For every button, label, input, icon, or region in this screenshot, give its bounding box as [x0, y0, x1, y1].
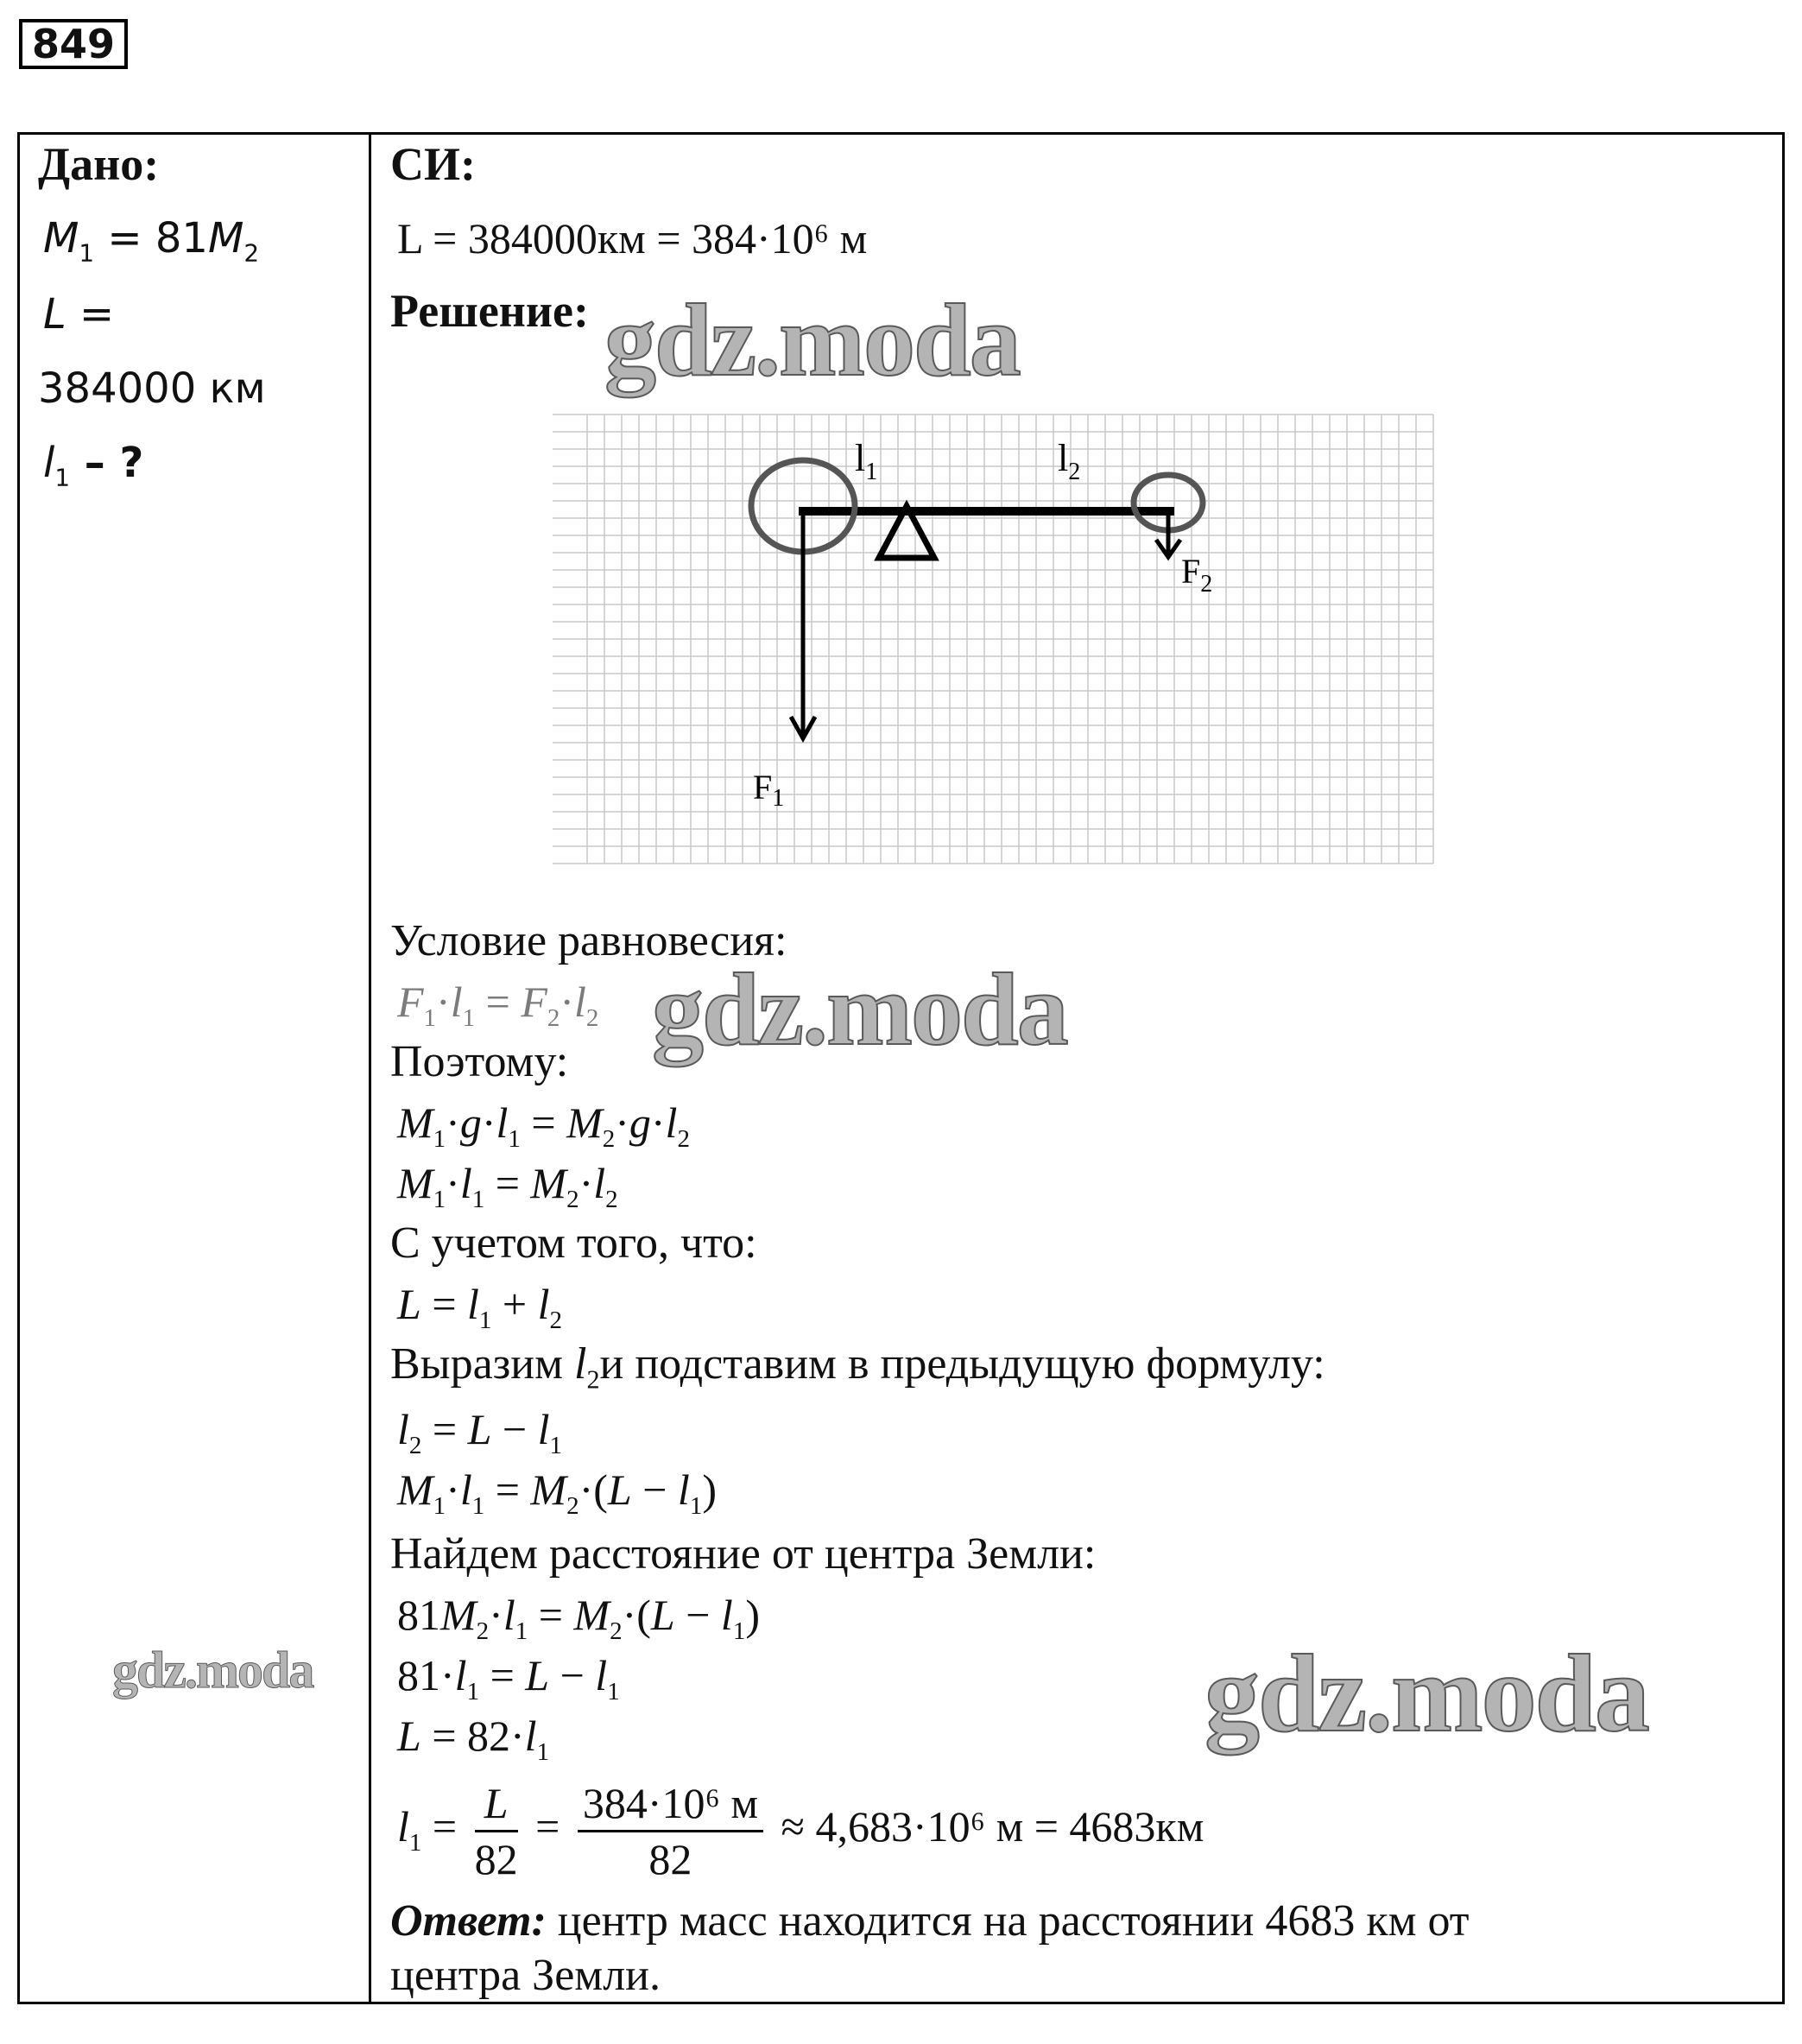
lever-diagram	[553, 406, 1442, 889]
given-distance-value: 384000 км	[38, 364, 266, 413]
si-conversion: L = 384000км = 384·10⁶ м	[397, 214, 868, 263]
mass-arm-equation: $M_1\cdot l_1 = M_2\cdot l_2$	[397, 1159, 618, 1213]
watermark-top: gdz.moda	[604, 282, 1020, 397]
l2-expression: $l_2 = L - l_1$	[397, 1405, 563, 1459]
given-that-label: С учетом того, что:	[390, 1218, 757, 1268]
problem-number: 849	[19, 19, 128, 69]
answer-line: Ответ: центр масс находится на расстоянии 4683 км от	[390, 1896, 1470, 1946]
fraction-value-over-82: $\frac{\text{384·10⁶ м}}{82}$	[578, 1776, 763, 1886]
length-sum-equation: $L = l_1 + l_2$	[397, 1280, 563, 1334]
find-distance-label: Найдем расстояние от центра Земли:	[390, 1529, 1097, 1579]
fraction-l-over-82: $\frac{L}{82}$	[475, 1776, 518, 1886]
given-header: Дано:	[38, 138, 160, 190]
column-divider	[369, 132, 371, 2004]
solution-header: Решение:	[390, 285, 589, 337]
moment-equation: $M_1\cdot g\cdot l_1 = M_2\cdot g\cdot l_2$	[397, 1098, 690, 1153]
label-f1: $F_1$	[753, 768, 785, 812]
label-l1: $l_1$	[855, 437, 878, 485]
grid-paper	[553, 414, 1433, 864]
answer-line-2: центра Земли.	[390, 1951, 661, 2000]
equation-82l1: $L = 82\cdot l_1$	[397, 1712, 550, 1766]
express-l2-line: Выразим $l_2и$ подставим в предыдущую формулу:	[390, 1339, 1325, 1395]
given-mass-relation: $M_1 = 81M_2$	[43, 214, 260, 268]
therefore-label: Поэтому:	[390, 1037, 569, 1086]
equation-81m2: $81M_2\cdot l_1 = M_2\cdot(L - l_1)$	[397, 1591, 760, 1645]
given-find: $l_1$ – ?	[43, 439, 144, 492]
label-l2: $l_2$	[1058, 437, 1081, 485]
label-f2: $F_2$	[1181, 552, 1213, 598]
substituted-equation: $M_1\cdot l_1 = M_2\cdot(L - l_1)$	[397, 1465, 717, 1520]
final-calculation: $l_1$ = $\frac{L}{82}$ = $\frac{\text{384·10⁶ м}}{82}$ ≈ 4,683·10⁶ м = 4683км	[397, 1770, 1204, 1886]
watermark-left: gdz.moda	[112, 1642, 313, 1699]
equilibrium-formula: $F_1\cdot l_1 = F_2\cdot l_2$	[397, 978, 599, 1032]
si-header: СИ:	[390, 138, 476, 190]
watermark-middle: gdz.moda	[652, 952, 1067, 1066]
equilibrium-condition-label: Условие равновесия:	[390, 916, 787, 965]
watermark-bottom: gdz.moda	[1204, 1632, 1648, 1755]
equation-81l1: $81\cdot l_1 = L - l_1$	[397, 1651, 620, 1705]
given-distance-symbol: L =	[43, 290, 115, 339]
